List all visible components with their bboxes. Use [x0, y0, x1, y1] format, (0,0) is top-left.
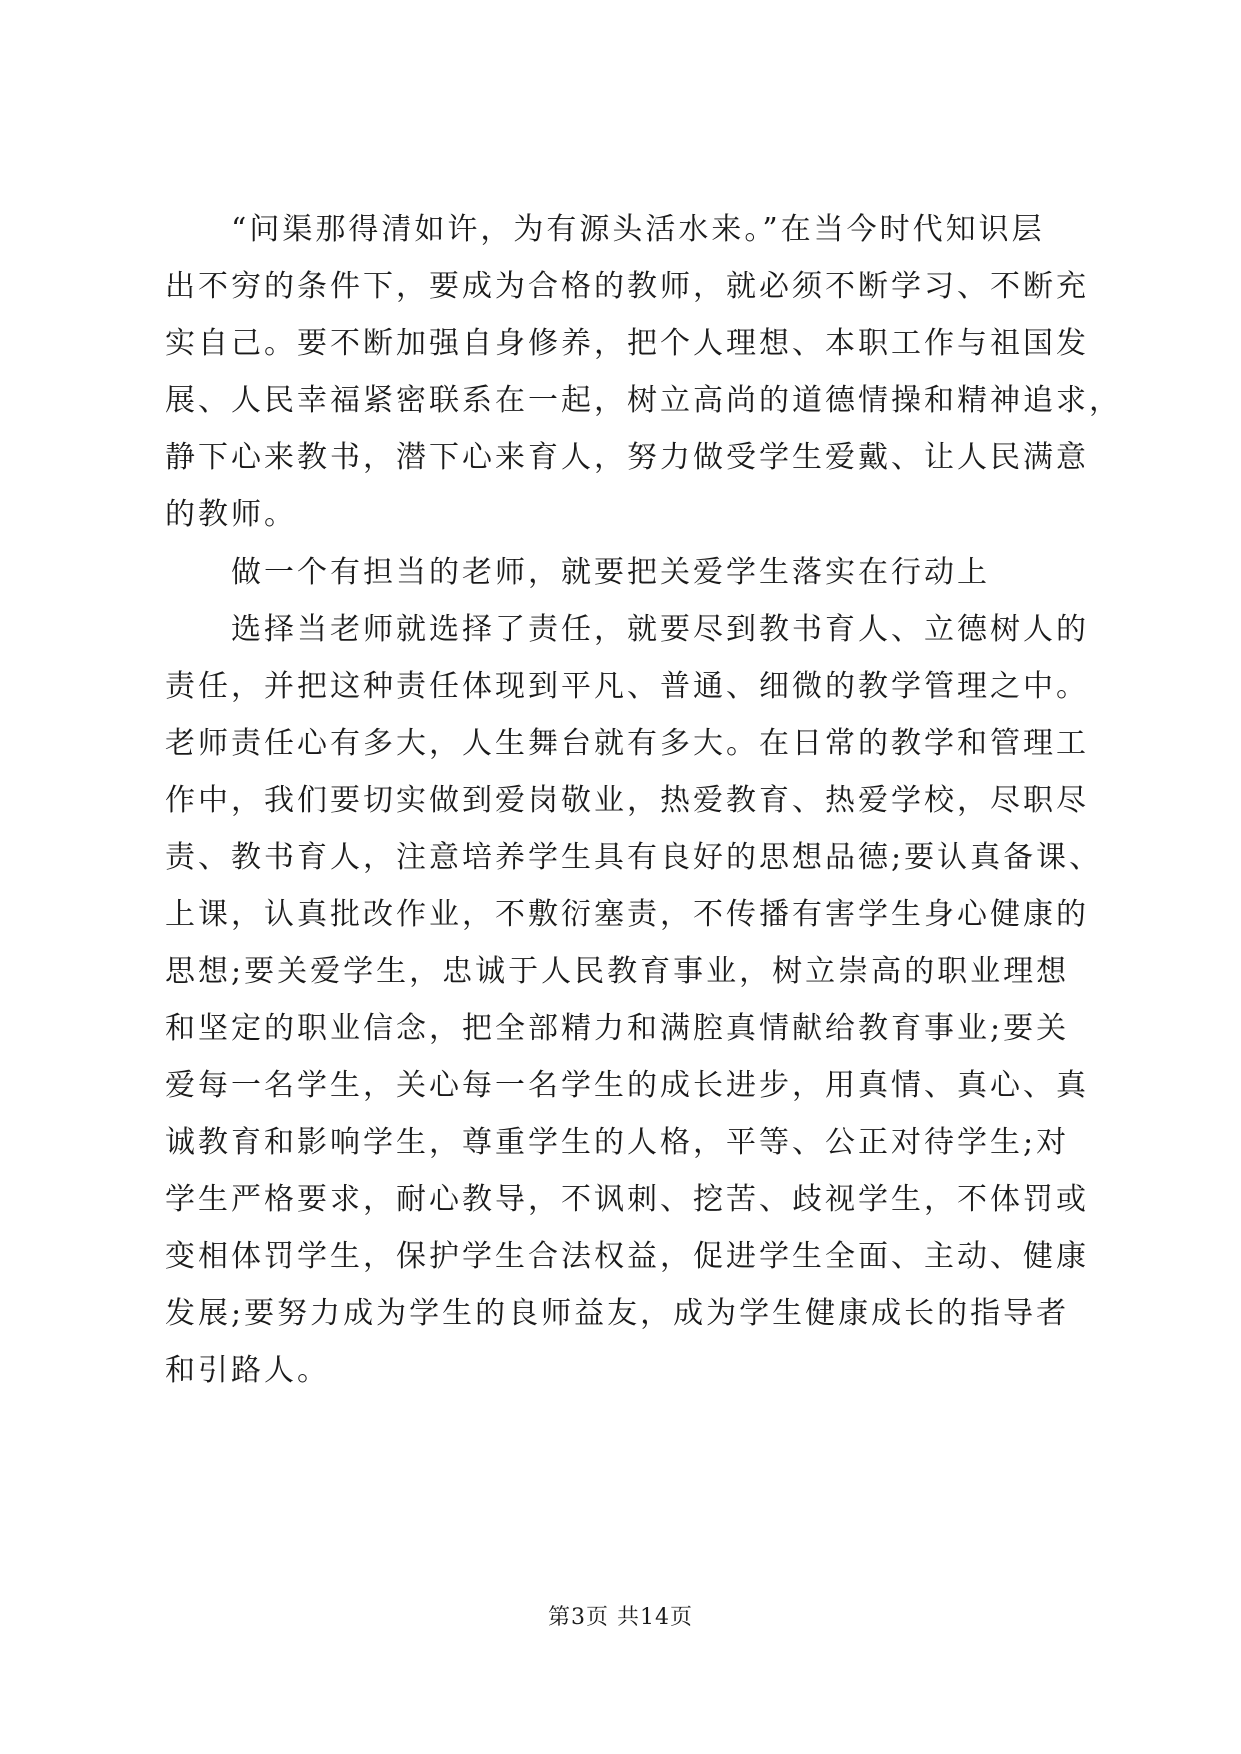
section-heading: 做一个有担当的老师，就要把关爱学生落实在行动上	[165, 555, 990, 590]
text-line: 爱每一名学生，关心每一名学生的成长进步，用真情、真心、真	[165, 1068, 1089, 1103]
text-line: 上课，认真批改作业，不敷衍塞责，不传播有害学生身心健康的	[165, 897, 1089, 932]
text-line: 选择当老师就选择了责任，就要尽到教书育人、立德树人的	[165, 612, 1089, 647]
text-line: 责、教书育人，注意培养学生具有良好的思想品德;要认真备课、	[165, 840, 1103, 875]
text-line: 出不穷的条件下，要成为合格的教师，就必须不断学习、不断充	[165, 269, 1089, 304]
text-line: 老师责任心有多大，人生舞台就有多大。在日常的教学和管理工	[165, 726, 1089, 761]
text-line: 作中，我们要切实做到爱岗敬业，热爱教育、热爱学校，尽职尽	[165, 783, 1089, 818]
text-line: 学生严格要求，耐心教导，不讽刺、挖苦、歧视学生，不体罚或	[165, 1182, 1089, 1217]
text-line: 和引路人。	[165, 1353, 330, 1388]
text-line: 实自己。要不断加强自身修养，把个人理想、本职工作与祖国发	[165, 326, 1089, 361]
text-line: 展、人民幸福紧密联系在一起，树立高尚的道德情操和精神追求，	[165, 383, 1122, 418]
text-line: 变相体罚学生，保护学生合法权益，促进学生全面、主动、健康	[165, 1239, 1089, 1274]
text-line: 发展;要努力成为学生的良师益友，成为学生健康成长的指导者	[165, 1296, 1070, 1331]
text-line: 责任，并把这种责任体现到平凡、普通、细微的教学管理之中。	[165, 669, 1089, 704]
text-line: 静下心来教书，潜下心来育人，努力做受学生爱戴、让人民满意	[165, 440, 1089, 475]
text-line: 和坚定的职业信念，把全部精力和满腔真情献给教育事业;要关	[165, 1011, 1070, 1046]
text-line: 的教师。	[165, 497, 297, 532]
text-line: “问渠那得清如许，为有源头活水来。”在当今时代知识层	[165, 212, 1045, 247]
text-line: 思想;要关爱学生，忠诚于人民教育事业，树立崇高的职业理想	[165, 954, 1070, 989]
page-footer: 第3页 共14页	[548, 1605, 693, 1630]
text-line: 诚教育和影响学生，尊重学生的人格，平等、公正对待学生;对	[165, 1125, 1070, 1160]
